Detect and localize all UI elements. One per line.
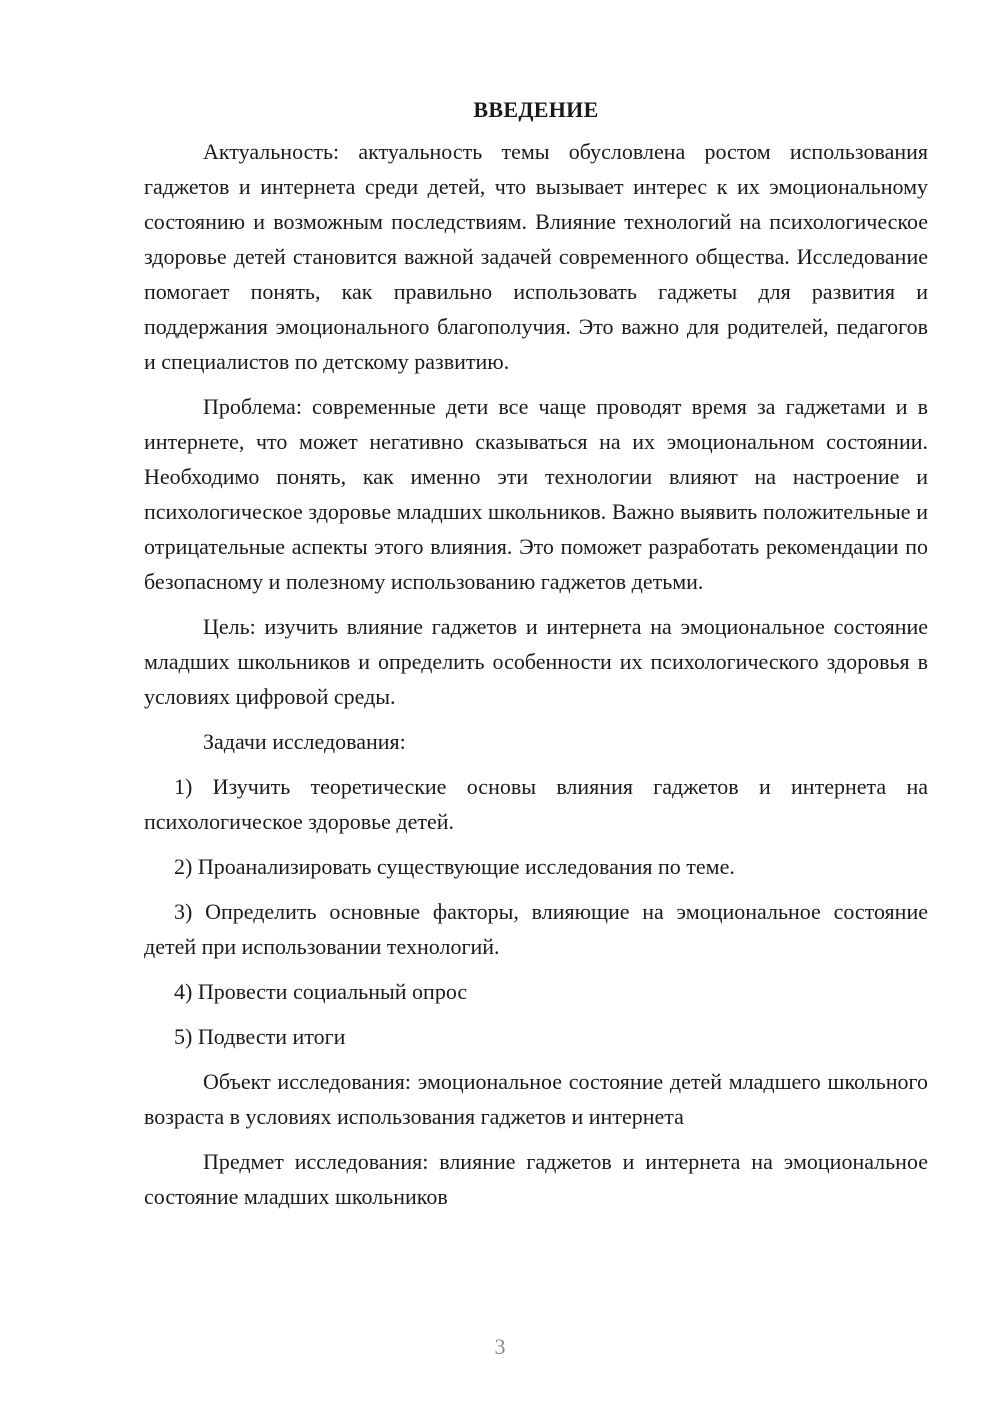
task-item-2: 2) Проанализировать существующие исследования по теме. <box>174 854 735 879</box>
task-item-5: 5) Подвести итоги <box>174 1024 346 1049</box>
page-number: 3 <box>494 1334 506 1359</box>
task-item-1: 1) Изучить теоретические основы влияния гаджетов и интернета на психологическое здоровье детей. <box>144 774 928 834</box>
paragraph-problem: Проблема: современные дети все чаще проводят время за гаджетами и в интернете, что может негативно сказываться на их эмоциональном состоянии. Необходимо понять, как именно эти технологии влияют на настроение и психологическое здоровье младших школьников. Важно выявить положительные и отрицательные аспекты этого влияния. Это поможет разработать рекомендации по безопасному и полезному использованию гаджетов детьми. <box>144 394 928 594</box>
paragraph-goal: Цель: изучить влияние гаджетов и интернета на эмоциональное состояние младших школьников и определить особенности их психологического здоровья в условиях цифровой среды. <box>144 614 928 709</box>
document-page <box>144 92 928 1224</box>
paragraph-relevance: Актуальность: актуальность темы обусловлена ростом использования гаджетов и интернета среди детей, что вызывает интерес к их эмоциональному состоянию и возможным последствиям. Влияние технологий на психологическое здоровье детей становится важной задачей современного общества. Исследование помогает понять, как правильно использовать гаджеты для развития и поддержания эмоционального благополучия. Это важно для родителей, педагогов и специалистов по детскому развитию. <box>144 139 928 374</box>
paragraph-tasks-heading: Задачи исследования: <box>203 729 406 754</box>
paragraph-subject: Предмет исследования: влияние гаджетов и интернета на эмоциональное состояние младших школьников <box>144 1149 928 1209</box>
paragraph-object: Объект исследования: эмоциональное состояние детей младшего школьного возраста в условиях использования гаджетов и интернета <box>144 1069 928 1129</box>
page-title: ВВЕДЕНИЕ <box>473 97 599 122</box>
task-item-4: 4) Провести социальный опрос <box>174 979 468 1004</box>
task-item-3: 3) Определить основные факторы, влияющие на эмоциональное состояние детей при использовании технологий. <box>144 899 928 959</box>
